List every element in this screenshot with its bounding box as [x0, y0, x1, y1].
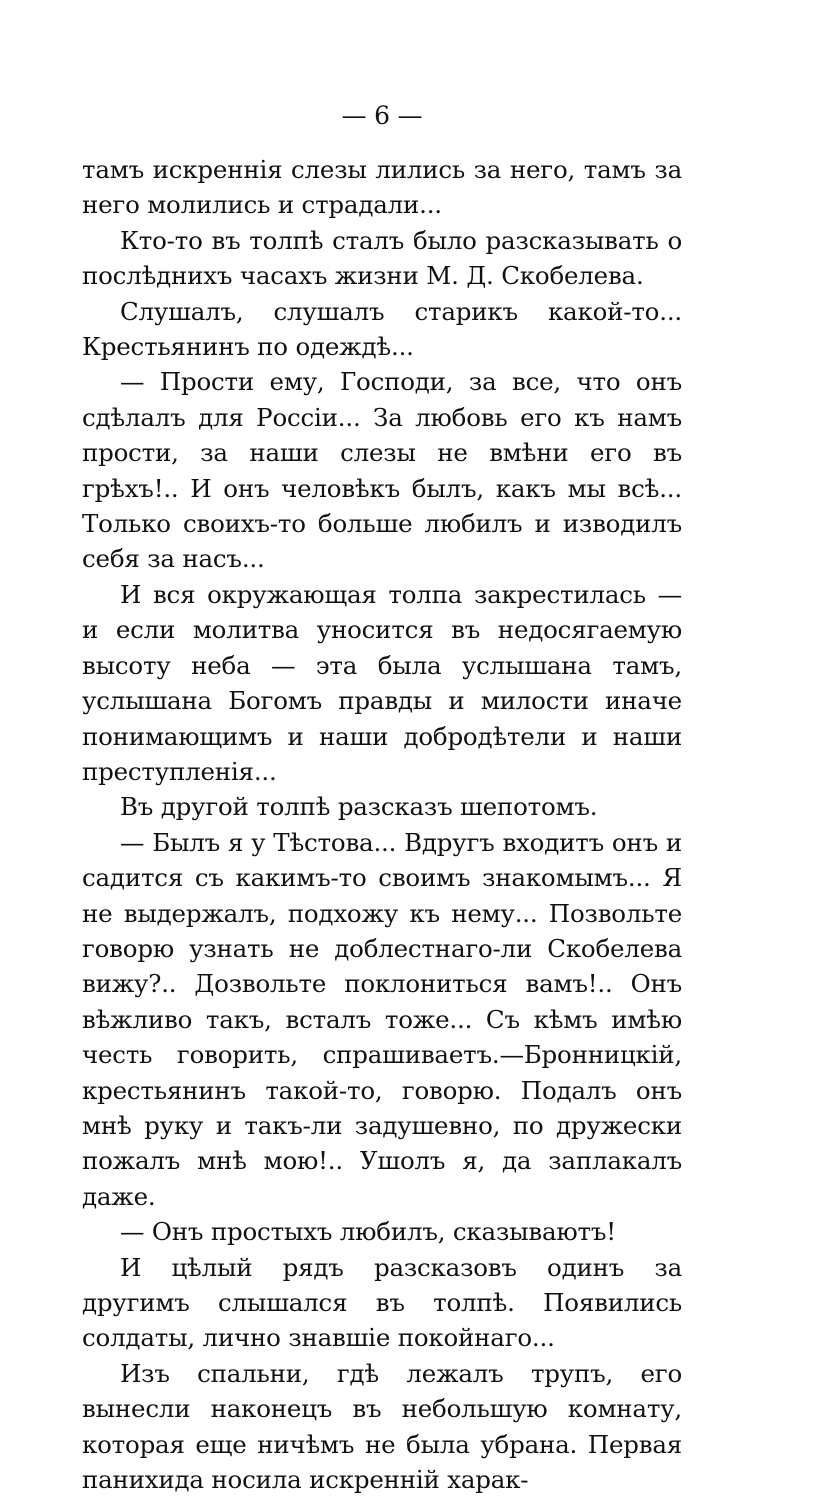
paragraph-7: — Былъ я у Тѣстова... Вдругъ входитъ онъ и садится съ какимъ-то своимъ знакомымъ... Я не выдержалъ, подхожу къ нему... Позвольте говорю узнать не доблестнаго-ли Скобелева вижу?.. Дозвольте поклониться вамъ!.. Онъ вѣжливо такъ, всталъ тоже... Съ кѣмъ имѣю честь говорить, спрашиваетъ.—Бронницкій, крестьянинъ такой-то, говорю. Подалъ онъ мнѣ руку и такъ-ли задушевно, по дружески пожалъ мнѣ мою!.. Ушолъ я, да заплакалъ даже. [82, 827, 682, 1211]
paragraph-6: Въ другой толпѣ разсказъ шепотомъ. [120, 792, 598, 822]
paragraph-4: — Прости ему, Господи, за все, что онъ сдѣлалъ для Россіи... За любовь его къ намъ прости, за наши слезы не вмѣни его въ грѣхъ!.. И онъ человѣкъ былъ, какъ мы всѣ... Только своихъ-то больше любилъ и изводилъ себя за насъ... [82, 367, 682, 574]
paragraph-9: И цѣлый рядъ разсказовъ одинъ за другимъ слышался въ толпѣ. Появились солдаты, лично знавшіе покойнаго... [82, 1252, 682, 1353]
book-page [82, 98, 682, 1497]
paragraph-1: тамъ искреннія слезы лились за него, тамъ за него молились и страдали... [82, 155, 682, 220]
paragraph-3: Слушалъ, слушалъ старикъ какой-то... Крестьянинъ по одеждѣ... [82, 296, 682, 362]
paragraph-2: Кто-то въ толпѣ сталъ было разсказывать о послѣднихъ часахъ жизни М. Д. Скобелева. [82, 225, 682, 291]
page-number: — 6 — [341, 101, 423, 130]
paragraph-5: И вся окружающая толпа закрестилась — и если молитва уносится въ недосягаемую высоту неба — эта была услышана тамъ, услышана Богомъ правды и милости иначе понимающимъ и наши добродѣтели и наши преступленія... [82, 579, 682, 786]
paragraph-10: Изъ спальни, гдѣ лежалъ трупъ, его вынесли наконецъ въ небольшую комнату, которая еще ничѣмъ не была убрана. Первая панихида носила искренній харак- [82, 1358, 682, 1495]
paragraph-8: — Онъ простыхъ любилъ, сказываютъ! [120, 1217, 616, 1247]
